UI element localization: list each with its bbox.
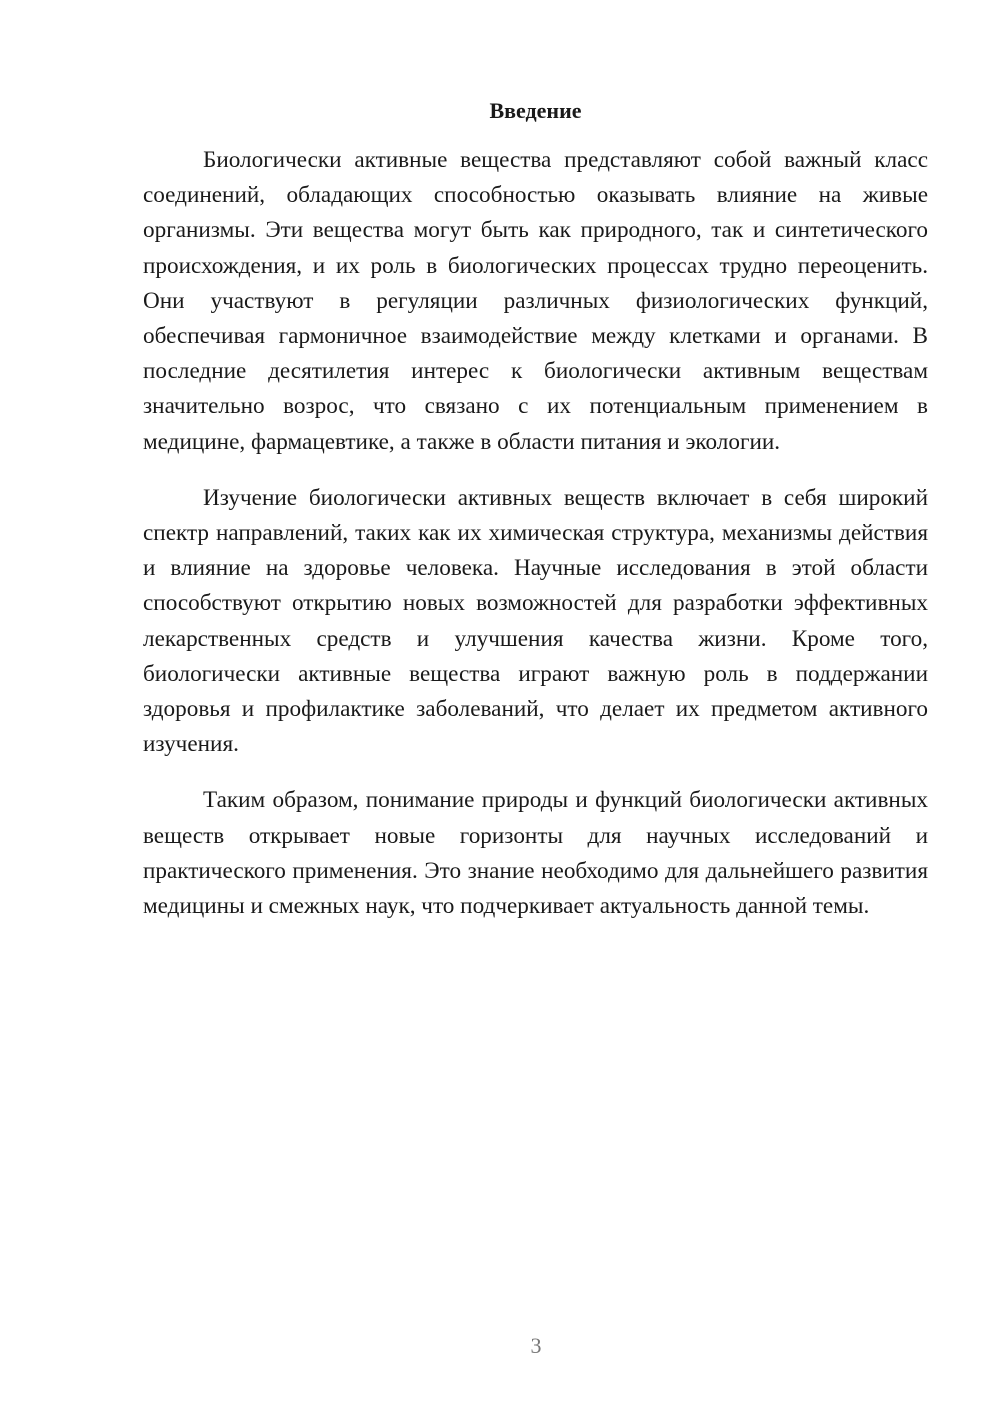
paragraph-2: Изучение биологически активных веществ включает в себя широкий спектр направлений, таких как их химическая структура, механизмы действия и влияние на здоровье человека. Научные исследования в этой области способствуют открытию новых возможностей для разработки эффективных лекарственных средств и улучшения качества жизни. Кроме того, биологически активные вещества играют важную роль в поддержании здоровья и профилактике заболеваний, что делает их предметом активного изучения.: [143, 484, 928, 758]
paragraph-3: Таким образом, понимание природы и функций биологически активных веществ открывает новые горизонты для научных исследований и практического применения. Это знание необходимо для дальнейшего развития медицины и смежных наук, что подчеркивает актуальность данной темы.: [143, 787, 928, 920]
paragraph-1: Биологически активные вещества представляют собой важный класс соединений, обладающих способностью оказывать влияние на живые организмы. Эти вещества могут быть как природного, так и синтетического происхождения, и их роль в биологических процессах трудно переоценить. Они участвуют в регуляции различных физиологических функций, обеспечивая гармоничное взаимодействие между клетками и органами. В последние десятилетия интерес к биологически активным веществам значительно возрос, что связано с их потенциальным применением в медицине, фармацевтике, а также в области питания и экологии.: [143, 147, 928, 455]
body-text: [143, 143, 928, 945]
page-number: 3: [530, 1333, 542, 1358]
section-heading: Введение: [489, 98, 582, 123]
